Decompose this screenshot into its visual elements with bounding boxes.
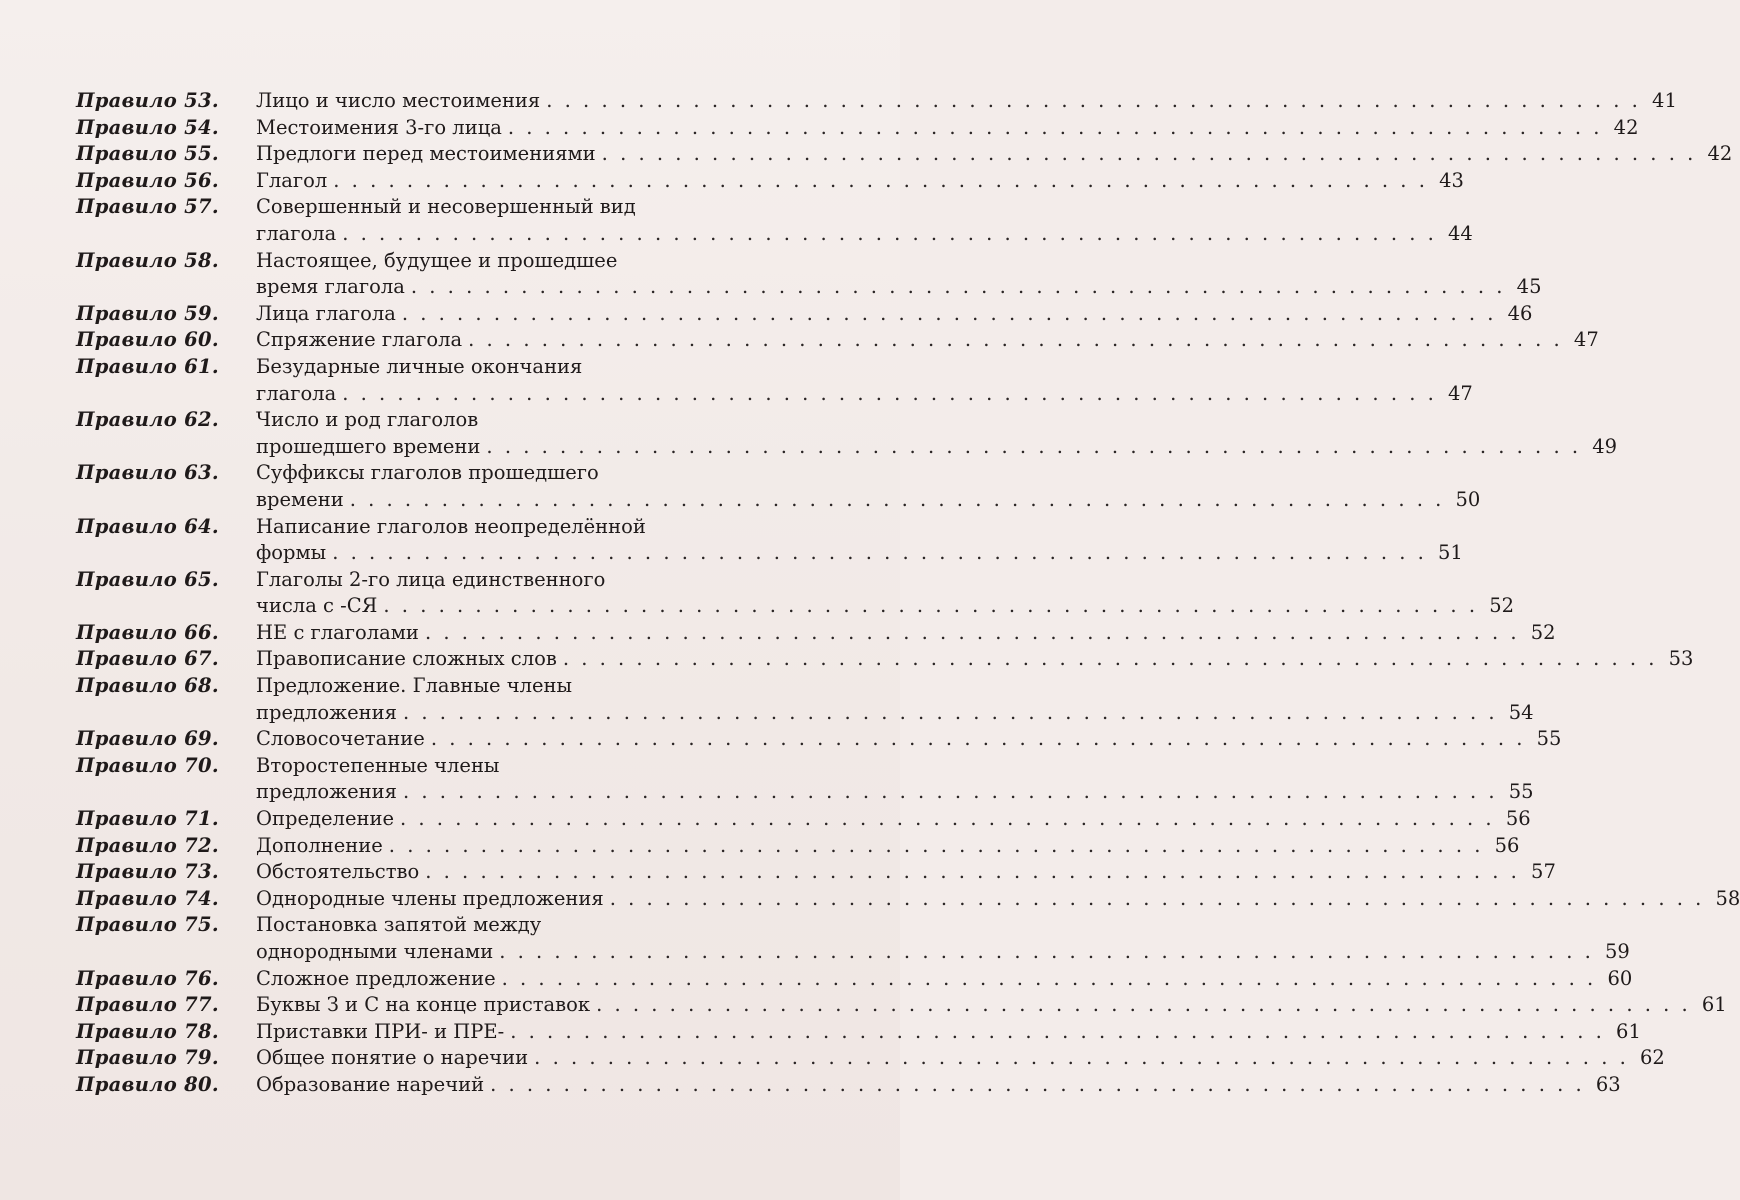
page-number: 46 [1507,301,1533,325]
toc-entry [76,301,1533,328]
toc-entry [76,354,1473,407]
entry-last-line [256,221,1473,248]
rule-number: Правило 55. [76,142,219,166]
entry-title-line: Предложение. Главные члены [256,674,573,698]
entry-title-line: Глаголы 2-го лица единственного [256,567,606,591]
page-number: 61 [1616,1019,1641,1043]
rule-number: Правило 76. [76,966,219,990]
toc-entry [76,194,1473,247]
page-number: 52 [1530,620,1556,644]
dot-leader: . . . . . . . . . . . . . . . . . . . . . . . . . . . . . . . . . . . . . . . . . . . . . . . . . . . . . . . . . . . . [425,860,1520,884]
dot-leader: . . . . . . . . . . . . . . . . . . . . . . . . . . . . . . . . . . . . . . . . . . . . . . . . . . . . . . . . . . . . [490,1072,1585,1096]
entry-title-line: предложения [256,780,397,804]
toc-entry [76,912,1630,965]
page-number: 44 [1448,221,1473,245]
rule-number: Правило 80. [76,1072,219,1096]
page-number: 59 [1605,940,1630,963]
rule-number: Правило 75. [76,913,219,937]
rule-number: Правило 56. [76,168,219,192]
rule-number: Правило 63. [76,461,219,485]
rule-number: Правило 59. [76,301,219,325]
entry-title-line: Лицо и число местоимения [256,89,541,112]
toc-entry [76,1045,1665,1072]
entry-last-line [256,646,1693,673]
entry-last-line [256,886,1740,913]
dot-leader: . . . . . . . . . . . . . . . . . . . . . . . . . . . . . . . . . . . . . . . . . . . . . . . . . . . . . . . . . . . . [601,142,1697,166]
toc-entry [76,833,1520,860]
entry-title-line: однородными членами [256,940,494,963]
entry-last-line [256,88,1677,115]
entry-title-line: Буквы З и С на конце приставок [256,993,591,1017]
entry-title-line: Определение [256,807,395,831]
dot-leader: . . . . . . . . . . . . . . . . . . . . . . . . . . . . . . . . . . . . . . . . . . . . . . . . . . . . . . . . . . . . [424,620,1520,644]
entry-title-line: Предлоги перед местоимениями [256,142,596,166]
rule-number: Правило 60. [76,328,219,352]
dot-leader: . . . . . . . . . . . . . . . . . . . . . . . . . . . . . . . . . . . . . . . . . . . . . . . . . . . . . . . . . . . . [609,886,1705,910]
toc-entry [76,726,1562,753]
entry-last-line [256,1019,1641,1046]
dot-leader: . . . . . . . . . . . . . . . . . . . . . . . . . . . . . . . . . . . . . . . . . . . . . . . . . . . . . . . . . . . . [486,434,1582,458]
rule-number: Правило 71. [76,807,219,831]
entry-last-line [256,327,1599,354]
entry-last-line [256,487,1480,514]
toc-entry [76,673,1534,726]
entry-last-line [256,726,1561,753]
entry-last-line [256,434,1617,461]
entry-last-line [256,593,1514,620]
entry-last-line [256,301,1532,328]
toc-entry [76,753,1534,806]
page-number: 42 [1707,142,1733,166]
rule-number: Правило 53. [76,89,219,112]
entry-title-line: НЕ с глаголами [256,620,419,644]
rule-number: Правило 54. [76,115,219,139]
dot-leader: . . . . . . . . . . . . . . . . . . . . . . . . . . . . . . . . . . . . . . . . . . . . . . . . . . . . . . . . . . . . [402,780,1498,804]
entry-title-line: Безударные личные окончания [256,354,583,378]
page-number: 62 [1639,1046,1665,1070]
entry-last-line [256,966,1632,993]
dot-leader: . . . . . . . . . . . . . . . . . . . . . . . . . . . . . . . . . . . . . . . . . . . . . . . . . . . . . . . . . . . . [468,328,1563,352]
entry-last-line [256,779,1534,806]
entry-last-line [256,274,1542,301]
rule-number: Правило 64. [76,514,219,538]
toc-entry [76,1019,1641,1046]
dot-leader: . . . . . . . . . . . . . . . . . . . . . . . . . . . . . . . . . . . . . . . . . . . . . . . . . . . . . . . . . . . . [400,807,1495,831]
entry-title-line: Правописание сложных слов [256,647,557,671]
entry-title-line: Второстепенные члены [256,753,500,777]
page-number: 47 [1448,381,1473,405]
rule-number: Правило 57. [76,195,219,219]
entry-last-line [256,700,1534,727]
entry-last-line [256,806,1531,833]
rule-number: Правило 69. [76,727,219,751]
toc-entry [76,514,1463,567]
entry-title-line: предложения [256,700,397,724]
dot-leader: . . . . . . . . . . . . . . . . . . . . . . . . . . . . . . . . . . . . . . . . . . . . . . . . . . . . . . . . . . . . [546,89,1641,112]
entry-title-line: Обстоятельство [256,860,420,884]
entry-title-line: Образование наречий [256,1072,485,1096]
dot-leader: . . . . . . . . . . . . . . . . . . . . . . . . . . . . . . . . . . . . . . . . . . . . . . . . . . . . . . . . . . . . [534,1046,1629,1070]
page-number: 58 [1715,886,1740,910]
page-number: 45 [1516,275,1542,299]
page-number: 54 [1508,700,1534,724]
rule-number: Правило 73. [76,860,219,884]
toc-entry [76,327,1599,354]
dot-leader: . . . . . . . . . . . . . . . . . . . . . . . . . . . . . . . . . . . . . . . . . . . . . . . . . . . . . . . . . . . . [342,221,1437,245]
dot-leader: . . . . . . . . . . . . . . . . . . . . . . . . . . . . . . . . . . . . . . . . . . . . . . . . . . . . . . . . . . . . [349,487,1445,511]
page-number: 52 [1489,594,1515,618]
dot-leader: . . . . . . . . . . . . . . . . . . . . . . . . . . . . . . . . . . . . . . . . . . . . . . . . . . . . . . . . . . . . [501,966,1597,990]
toc-entry [76,859,1556,886]
page-number: 41 [1652,89,1677,112]
page-number: 61 [1701,993,1727,1017]
toc-entry [76,88,1677,115]
dot-leader: . . . . . . . . . . . . . . . . . . . . . . . . . . . . . . . . . . . . . . . . . . . . . . . . . . . . . . . . . . . . [510,1019,1605,1043]
page-number: 56 [1494,833,1520,857]
dot-leader: . . . . . . . . . . . . . . . . . . . . . . . . . . . . . . . . . . . . . . . . . . . . . . . . . . . . . . . . . . . . [410,275,1506,299]
toc-entry [76,992,1727,1019]
rule-number: Правило 79. [76,1046,219,1070]
table-of-contents [76,88,1740,1099]
rule-number: Правило 74. [76,886,219,910]
toc-entry [76,248,1542,301]
toc-entry [76,168,1464,195]
entry-title-line: Глагол [256,168,328,192]
dot-leader: . . . . . . . . . . . . . . . . . . . . . . . . . . . . . . . . . . . . . . . . . . . . . . . . . . . . . . . . . . . . [332,541,1427,565]
page-number: 55 [1536,727,1562,751]
entry-title-line: Сложное предложение [256,966,496,990]
dot-leader: . . . . . . . . . . . . . . . . . . . . . . . . . . . . . . . . . . . . . . . . . . . . . . . . . . . . . . . . . . . . [596,993,1691,1017]
entry-last-line [256,992,1727,1019]
toc-entry [76,806,1531,833]
toc-entry [76,460,1481,513]
dot-leader: . . . . . . . . . . . . . . . . . . . . . . . . . . . . . . . . . . . . . . . . . . . . . . . . . . . . . . . . . . . . [333,168,1428,192]
page-number: 42 [1613,115,1639,139]
entry-title-line: Совершенный и несовершенный вид [256,195,636,219]
toc-entry [76,620,1556,647]
entry-title-line: Лица глагола [256,301,396,325]
page-number: 55 [1508,780,1534,804]
page-number: 56 [1505,807,1531,831]
entry-title-line: Написание глаголов неопределённой [256,514,646,538]
page-number: 43 [1439,168,1464,192]
entry-title-line: Постановка запятой между [256,913,542,937]
toc-entry [76,646,1694,673]
toc-entry [76,407,1618,460]
dot-leader: . . . . . . . . . . . . . . . . . . . . . . . . . . . . . . . . . . . . . . . . . . . . . . . . . . . . . . . . . . . . [388,833,1484,857]
dot-leader: . . . . . . . . . . . . . . . . . . . . . . . . . . . . . . . . . . . . . . . . . . . . . . . . . . . . . . . . . . . . [430,727,1526,751]
entry-last-line [256,939,1630,966]
rule-number: Правило 78. [76,1019,219,1043]
entry-title-line: Приставки ПРИ- и ПРЕ- [256,1019,505,1043]
entry-title-line: Словосочетание [256,727,425,751]
toc-entry [76,886,1740,913]
entry-last-line [256,620,1556,647]
dot-leader: . . . . . . . . . . . . . . . . . . . . . . . . . . . . . . . . . . . . . . . . . . . . . . . . . . . . . . . . . . . . [507,115,1603,139]
toc-entry [76,141,1733,168]
rule-number: Правило 72. [76,833,219,857]
rule-number: Правило 65. [76,567,219,591]
dot-leader: . . . . . . . . . . . . . . . . . . . . . . . . . . . . . . . . . . . . . . . . . . . . . . . . . . . . . . . . . . . . [342,381,1437,405]
entry-title-line: прошедшего времени [256,434,481,458]
dot-leader: . . . . . . . . . . . . . . . . . . . . . . . . . . . . . . . . . . . . . . . . . . . . . . . . . . . . . . . . . . . . [562,647,1658,671]
page-number: 50 [1455,487,1481,511]
entry-title-line: времени [256,487,344,511]
page-number: 51 [1437,541,1463,565]
entry-last-line [256,141,1732,168]
page-number: 57 [1531,860,1556,884]
entry-title-line: формы [256,541,327,565]
rule-number: Правило 70. [76,753,219,777]
dot-leader: . . . . . . . . . . . . . . . . . . . . . . . . . . . . . . . . . . . . . . . . . . . . . . . . . . . . . . . . . . . . [402,700,1498,724]
rule-number: Правило 66. [76,620,219,644]
entry-last-line [256,859,1556,886]
dot-leader: . . . . . . . . . . . . . . . . . . . . . . . . . . . . . . . . . . . . . . . . . . . . . . . . . . . . . . . . . . . . [499,940,1594,963]
toc-entry [76,567,1515,620]
page-number: 63 [1595,1072,1621,1096]
rule-number: Правило 67. [76,647,219,671]
rule-number: Правило 61. [76,354,219,378]
dot-leader: . . . . . . . . . . . . . . . . . . . . . . . . . . . . . . . . . . . . . . . . . . . . . . . . . . . . . . . . . . . . [401,301,1497,325]
entry-title-line: Число и род глаголов [256,408,479,432]
entry-title-line: числа с -СЯ [256,594,378,618]
entry-title-line: Суффиксы глаголов прошедшего [256,461,599,485]
rule-number: Правило 58. [76,248,219,272]
toc-entry [76,1072,1621,1099]
entry-title-line: Местоимения 3-го лица [256,115,502,139]
entry-title-line: Дополнение [256,833,383,857]
entry-last-line [256,1072,1621,1099]
entry-title-line: глагола [256,381,337,405]
entry-last-line [256,540,1463,567]
rule-number: Правило 68. [76,674,219,698]
entry-title-line: время глагола [256,275,405,299]
dot-leader: . . . . . . . . . . . . . . . . . . . . . . . . . . . . . . . . . . . . . . . . . . . . . . . . . . . . . . . . . . . . [383,594,1479,618]
toc-entry [76,115,1639,142]
toc-entry [76,966,1633,993]
entry-title-line: Однородные члены предложения [256,886,604,910]
entry-last-line [256,381,1473,408]
page-number: 49 [1592,434,1618,458]
page-number: 53 [1668,647,1694,671]
rule-number: Правило 62. [76,408,219,432]
entry-title-line: Спряжение глагола [256,328,463,352]
entry-title-line: Общее понятие о наречии [256,1046,529,1070]
entry-last-line [256,833,1519,860]
page-number: 60 [1607,966,1633,990]
entry-last-line [256,168,1464,195]
page-number: 47 [1573,328,1599,352]
entry-title-line: Настоящее, будущее и прошедшее [256,248,618,272]
entry-title-line: глагола [256,221,337,245]
entry-last-line [256,115,1638,142]
entry-last-line [256,1045,1665,1072]
rule-number: Правило 77. [76,993,219,1017]
